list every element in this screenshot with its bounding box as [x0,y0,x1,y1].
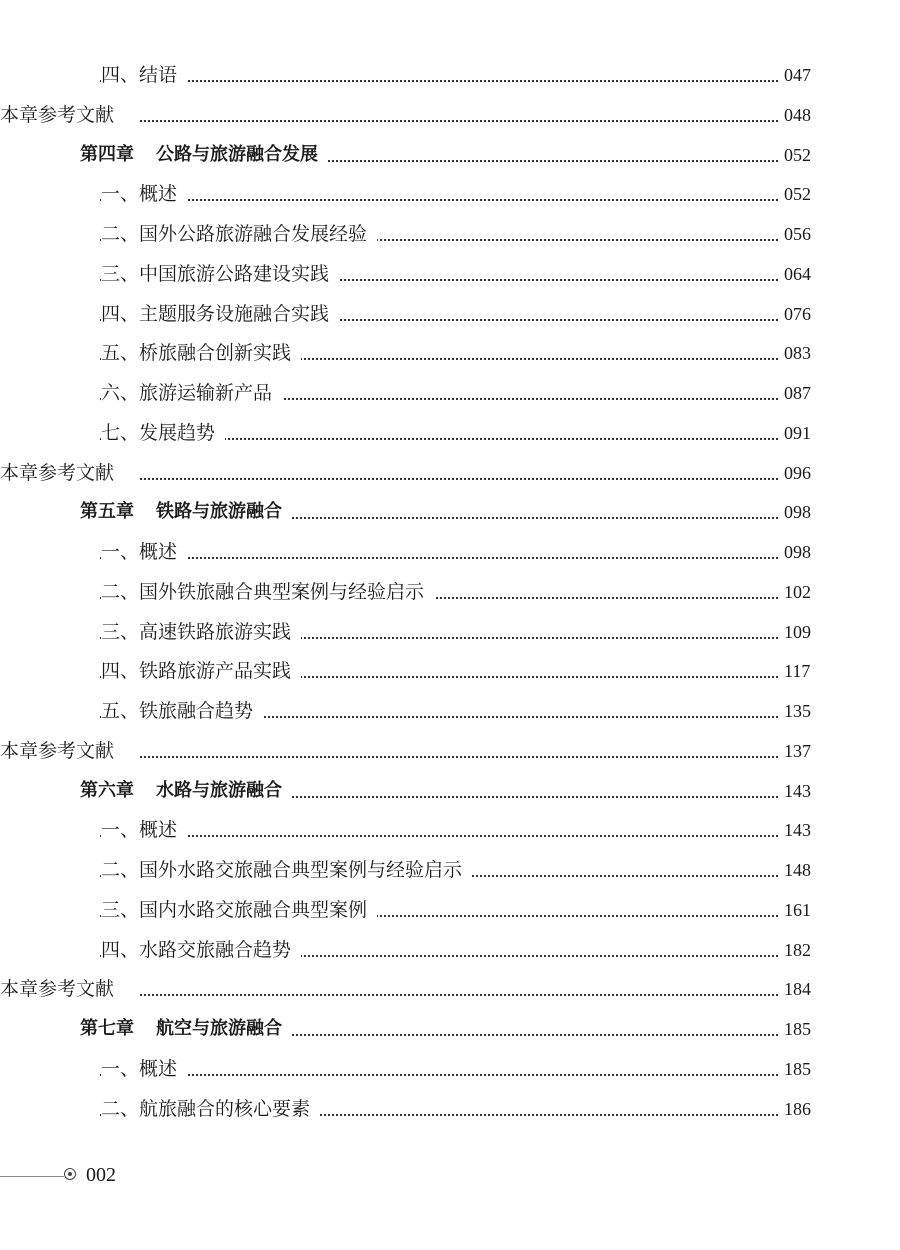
toc-section-row[interactable] [0,650,900,690]
footer-rule [0,1176,64,1177]
toc-section-title: 二、国外水路交旅融合典型案例与经验启示 [101,857,472,883]
toc-page-number: 102 [780,579,811,605]
toc-section-row[interactable] [0,293,900,333]
toc-chapter-title: 水路与旅游融合 [156,779,282,801]
toc-page-number: 098 [780,499,811,525]
toc-page-number: 148 [780,857,811,883]
toc-page-number: 052 [780,142,811,168]
toc-section-row[interactable] [0,809,900,849]
table-of-contents [0,54,900,1127]
toc-section-title: 三、高速铁路旅游实践 [101,619,301,645]
toc-chapter-row[interactable] [0,1008,900,1048]
toc-page-number: 087 [780,380,811,406]
page-footer [0,1160,200,1194]
dot-leader [100,835,810,837]
dot-leader [100,994,810,996]
toc-references-row[interactable] [0,968,900,1008]
page-number: 002 [86,1164,116,1186]
toc-section-row[interactable] [0,690,900,730]
toc-references-title: 本章参考文献 [0,460,138,486]
toc-chapter-title: 铁路与旅游融合 [156,501,282,523]
toc-section-title: 二、航旅融合的核心要素 [101,1096,320,1122]
toc-page-number: 135 [780,698,811,724]
dot-leader [100,557,810,559]
toc-section-title: 一、概述 [101,181,187,207]
toc-section-title: 三、中国旅游公路建设实践 [101,261,339,287]
toc-references-title: 本章参考文献 [0,976,138,1002]
toc-section-title: 四、铁路旅游产品实践 [101,658,301,684]
toc-page-number: 091 [780,420,811,446]
toc-section-row[interactable] [0,849,900,889]
toc-page-number: 143 [780,778,811,804]
toc-chapter-row[interactable] [0,491,900,531]
toc-section-title: 一、概述 [101,1056,187,1082]
toc-chapter-number: 第四章 [80,143,134,165]
toc-section-title: 六、旅游运输新产品 [101,380,282,406]
toc-section-row[interactable] [0,611,900,651]
toc-references-title: 本章参考文献 [0,738,138,764]
toc-page-number: 076 [780,301,811,327]
toc-section-title: 二、国外铁旅融合典型案例与经验启示 [101,579,434,605]
toc-chapter-heading [80,778,292,804]
toc-section-row[interactable] [0,54,900,94]
toc-chapter-number: 第六章 [80,779,134,801]
toc-section-title: 三、国内水路交旅融合典型案例 [101,897,377,923]
toc-page-number: 185 [780,1056,811,1082]
toc-chapter-title: 航空与旅游融合 [156,1018,282,1039]
toc-chapter-row[interactable] [0,770,900,810]
toc-section-title: 二、国外公路旅游融合发展经验 [101,221,377,247]
dot-leader [100,756,810,758]
toc-section-row[interactable] [0,253,900,293]
toc-page-number: 182 [780,937,811,963]
dot-leader [100,478,810,480]
dot-leader [100,80,810,82]
toc-page-number: 096 [780,460,811,486]
toc-page-number: 186 [780,1096,811,1122]
toc-references-row[interactable] [0,94,900,134]
dot-leader [100,199,810,201]
toc-section-row[interactable] [0,1088,900,1128]
toc-section-row[interactable] [0,1048,900,1088]
toc-chapter-heading [80,1016,292,1042]
toc-section-row[interactable] [0,571,900,611]
toc-page-number: 056 [780,221,811,247]
toc-page-number: 109 [780,619,811,645]
toc-section-row[interactable] [0,929,900,969]
toc-section-title: 四、水路交旅融合趋势 [101,937,301,963]
dot-leader [100,1074,810,1076]
toc-chapter-row[interactable] [0,134,900,174]
toc-page-number: 184 [780,976,811,1002]
toc-section-row[interactable] [0,412,900,452]
toc-page-number: 048 [780,102,811,128]
toc-page-number: 052 [780,181,811,207]
toc-references-row[interactable] [0,452,900,492]
toc-section-row[interactable] [0,332,900,372]
toc-references-row[interactable] [0,730,900,770]
toc-section-title: 七、发展趋势 [101,420,225,446]
toc-references-title: 本章参考文献 [0,102,138,128]
toc-section-row[interactable] [0,531,900,571]
toc-section-title: 一、概述 [101,817,187,843]
bullet-icon [64,1168,76,1180]
toc-page-number: 098 [780,539,811,565]
toc-page-number: 064 [780,261,811,287]
toc-page-number: 083 [780,340,811,366]
toc-chapter-number: 第五章 [80,501,134,523]
toc-page-number: 137 [780,738,811,764]
dot-leader [100,120,810,122]
toc-page-number: 117 [780,658,810,684]
toc-section-title: 四、主题服务设施融合实践 [101,301,339,327]
toc-section-row[interactable] [0,213,900,253]
toc-page-number: 143 [780,817,811,843]
toc-section-title: 五、铁旅融合趋势 [101,698,263,724]
toc-page-number: 047 [780,62,811,88]
toc-section-title: 一、概述 [101,539,187,565]
toc-chapter-heading [80,499,292,525]
toc-chapter-heading [80,142,328,168]
toc-page-number: 185 [780,1016,811,1042]
toc-chapter-number: 第七章 [80,1018,134,1039]
toc-page-number: 161 [780,897,811,923]
toc-section-title: 四、结语 [101,62,187,88]
toc-chapter-title: 公路与旅游融合发展 [156,143,318,165]
toc-section-row[interactable] [0,372,900,412]
toc-section-title: 五、桥旅融合创新实践 [101,340,301,366]
toc-section-row[interactable] [0,173,900,213]
toc-section-row[interactable] [0,889,900,929]
